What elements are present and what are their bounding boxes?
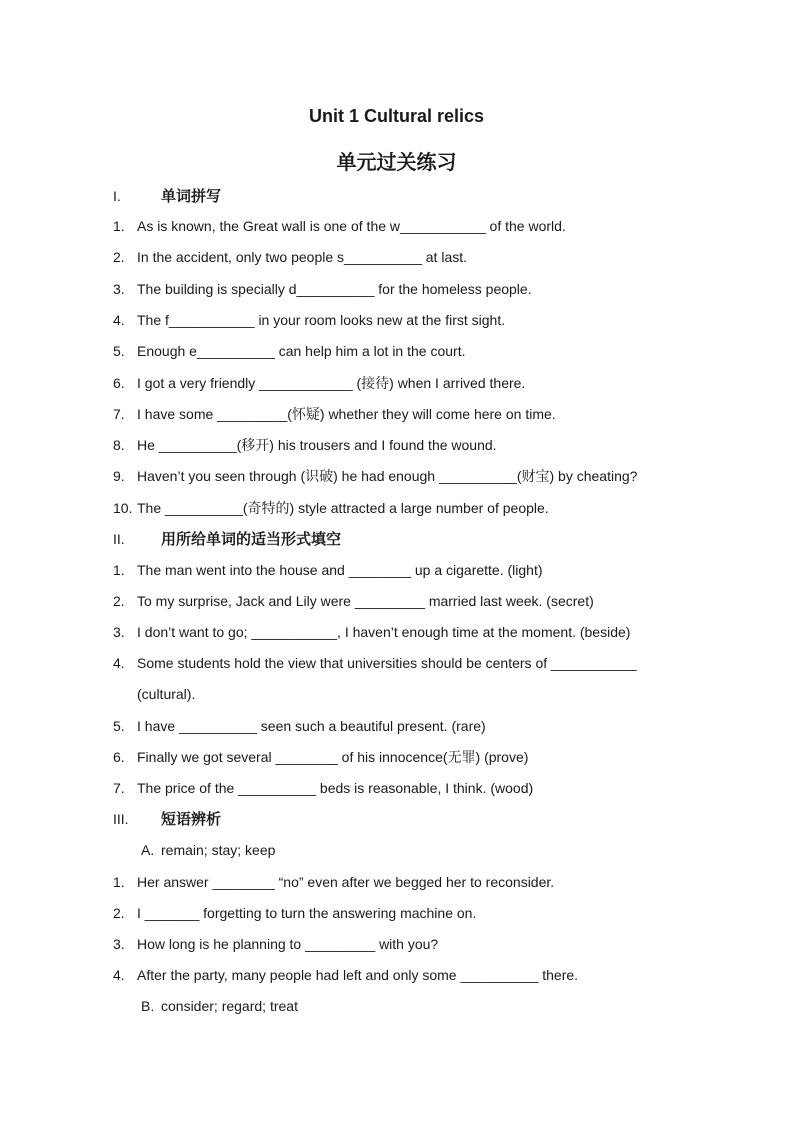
item-text: Her answer ________ “no” even after we begged her to reconsider. xyxy=(137,874,555,890)
item-number: 5. xyxy=(113,718,125,734)
item-number: 1. xyxy=(113,874,125,890)
item-text: He __________(移开) his trousers and I found the wound. xyxy=(137,437,497,453)
item-text: The price of the __________ beds is reasonable, I think. (wood) xyxy=(137,780,534,796)
item-number: A. xyxy=(141,842,155,858)
item-number: 4. xyxy=(113,655,125,671)
page-title: Unit 1 Cultural relics xyxy=(308,106,485,126)
item-number: 10. xyxy=(113,500,133,516)
item-number: II. xyxy=(113,531,125,547)
item-number: 1. xyxy=(113,562,125,578)
item-number: 6. xyxy=(113,375,125,391)
item-number: 2. xyxy=(113,593,125,609)
item-text: consider; regard; treat xyxy=(161,998,298,1014)
item-text: The __________(奇特的) style attracted a large number of people. xyxy=(137,500,549,516)
item-text: The f___________ in your room looks new at the first sight. xyxy=(137,312,506,328)
item-number: 4. xyxy=(113,312,125,328)
item-number: 1. xyxy=(113,218,125,234)
item-text: Some students hold the view that universities should be centers of ___________ xyxy=(137,655,637,671)
item-number: 2. xyxy=(113,905,125,921)
item-number: III. xyxy=(113,811,129,827)
item-text: Enough e__________ can help him a lot in the court. xyxy=(137,343,466,359)
item-text: The building is specially d__________ for the homeless people. xyxy=(137,281,532,297)
item-text: 单词拼写 xyxy=(161,187,222,205)
item-number: 7. xyxy=(113,780,125,796)
item-number: 7. xyxy=(113,406,125,422)
item-text: remain; stay; keep xyxy=(161,842,276,858)
item-text: I don’t want to go; ___________, I haven’t enough time at the moment. (beside) xyxy=(137,624,631,640)
item-text: 用所给单词的适当形式填空 xyxy=(161,530,342,548)
item-text: As is known, the Great wall is one of the w___________ of the world. xyxy=(137,218,566,234)
item-number: 3. xyxy=(113,281,125,297)
item-number: 2. xyxy=(113,249,125,265)
item-number: 9. xyxy=(113,468,125,484)
item-text: To my surprise, Jack and Lily were _________ married last week. (secret) xyxy=(137,593,594,609)
item-text: I got a very friendly ____________ (接待) when I arrived there. xyxy=(137,375,526,391)
item-text: In the accident, only two people s__________ at last. xyxy=(137,249,468,265)
item-number: 3. xyxy=(113,624,125,640)
item-text: (cultural). xyxy=(137,686,196,702)
item-text: I have __________ seen such a beautiful present. (rare) xyxy=(137,718,486,734)
item-text: I _______ forgetting to turn the answering machine on. xyxy=(137,905,477,921)
item-text: After the party, many people had left and only some __________ there. xyxy=(137,967,579,983)
item-text: The man went into the house and ________ up a cigarette. (light) xyxy=(137,562,543,578)
item-number: B. xyxy=(141,998,155,1014)
item-text: Haven’t you seen through (识破) he had enough __________(财宝) by cheating? xyxy=(137,468,638,484)
item-number: 4. xyxy=(113,967,125,983)
item-number: 6. xyxy=(113,749,125,765)
item-text: I have some _________(怀疑) whether they will come here on time. xyxy=(137,406,556,422)
item-number: 5. xyxy=(113,343,125,359)
item-number: I. xyxy=(113,188,121,204)
item-number: 8. xyxy=(113,437,125,453)
item-text: Finally we got several ________ of his innocence(无罪) (prove) xyxy=(137,749,529,765)
item-number: 3. xyxy=(113,936,125,952)
page-subtitle: 单元过关练习 xyxy=(336,150,457,174)
item-text: 短语辨析 xyxy=(161,810,222,828)
item-text: How long is he planning to _________ with you? xyxy=(137,936,439,952)
